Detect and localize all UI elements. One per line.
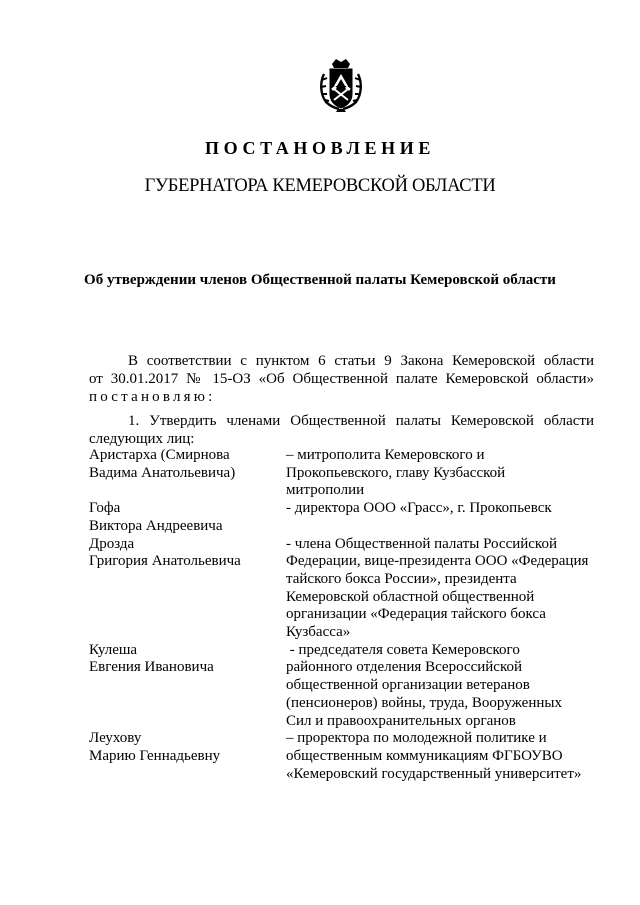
member-role bbox=[286, 536, 609, 642]
member-name-line: Евгения Ивановича bbox=[89, 659, 214, 676]
member-role-line: – проректора по молодежной политике и bbox=[286, 730, 547, 747]
member-role-line: митрополии bbox=[286, 482, 365, 499]
item-1-paragraph bbox=[89, 412, 594, 448]
member-role-line: Кузбасса» bbox=[286, 624, 351, 641]
member-role-line: организации «Федерация тайского бокса bbox=[286, 606, 546, 623]
document-subtitle: ГУБЕРНАТОРА КЕМЕРОВСКОЙ ОБЛАСТИ bbox=[144, 176, 496, 196]
member-role bbox=[286, 642, 609, 731]
member-role-line: - председателя совета Кемеровского bbox=[286, 641, 520, 658]
member-name bbox=[89, 447, 286, 500]
member-role-line: Кемеровской областной общественной bbox=[286, 588, 535, 605]
member-name-line: Вадима Анатольевича) bbox=[89, 464, 236, 481]
member-role-line: - члена Общественной палаты Российской bbox=[286, 535, 557, 552]
decree-heading: Об утверждении членов Общественной палаты Кемеровской области bbox=[84, 272, 556, 288]
member-name-line: Марию Геннадьевну bbox=[89, 747, 221, 764]
member-role-line: (пенсионеров) войны, труда, Вооруженных bbox=[286, 694, 562, 711]
member-entry bbox=[89, 500, 609, 535]
member-entry bbox=[89, 642, 609, 731]
member-name bbox=[89, 500, 286, 535]
preamble-line-3: постановляю: bbox=[89, 389, 216, 405]
document-title: ПОСТАНОВЛЕНИЕ bbox=[205, 138, 435, 158]
member-role-line: – митрополита Кемеровского и bbox=[286, 447, 485, 463]
member-name bbox=[89, 730, 286, 783]
member-entry bbox=[89, 730, 609, 783]
member-role-line: - директора ООО «Грасс», г. Прокопьевск bbox=[286, 500, 552, 517]
members-list bbox=[89, 447, 609, 783]
member-role-line: Федерации, вице-президента ООО «Федерация bbox=[286, 553, 589, 570]
member-name-line: Леухову bbox=[89, 730, 142, 747]
coat-of-arms-icon bbox=[318, 56, 364, 114]
member-name bbox=[89, 642, 286, 731]
member-role-line: общественной организации ветеранов bbox=[286, 677, 530, 694]
member-name-line: Григория Анатольевича bbox=[89, 553, 241, 570]
member-name bbox=[89, 536, 286, 642]
member-role-line: Прокопьевского, главу Кузбасской bbox=[286, 464, 506, 481]
item-1-line-1: 1. Утвердить членами Общественной палаты Кемеровской области bbox=[128, 413, 594, 429]
member-name-line: Гофа bbox=[89, 500, 121, 517]
member-entry bbox=[89, 447, 609, 500]
member-role-line: районного отделения Всероссийской bbox=[286, 659, 523, 676]
member-role-line: Сил и правоохранительных органов bbox=[286, 712, 516, 729]
member-role-line: «Кемеровский государственный университет» bbox=[286, 765, 582, 782]
preamble-paragraph bbox=[89, 352, 594, 406]
member-name-line: Аристарха (Смирнова bbox=[89, 447, 230, 463]
member-role-line: общественным коммуникациям ФГБОУВО bbox=[286, 747, 563, 764]
member-role-line: тайского бокса России», президента bbox=[286, 570, 517, 587]
member-role bbox=[286, 447, 609, 500]
preamble-line-1: В соответствии с пунктом 6 статьи 9 Закона Кемеровской области bbox=[128, 353, 594, 369]
preamble-line-2: от 30.01.2017 № 15-ОЗ «Об Общественной палате Кемеровской области» bbox=[89, 371, 594, 387]
member-entry bbox=[89, 536, 609, 642]
member-name-line: Виктора Андреевича bbox=[89, 517, 223, 534]
member-role bbox=[286, 500, 609, 535]
member-name-line: Дрозда bbox=[89, 535, 135, 552]
member-role bbox=[286, 730, 609, 783]
item-1-line-2: следующих лиц: bbox=[89, 431, 195, 447]
member-name-line: Кулеша bbox=[89, 641, 138, 658]
